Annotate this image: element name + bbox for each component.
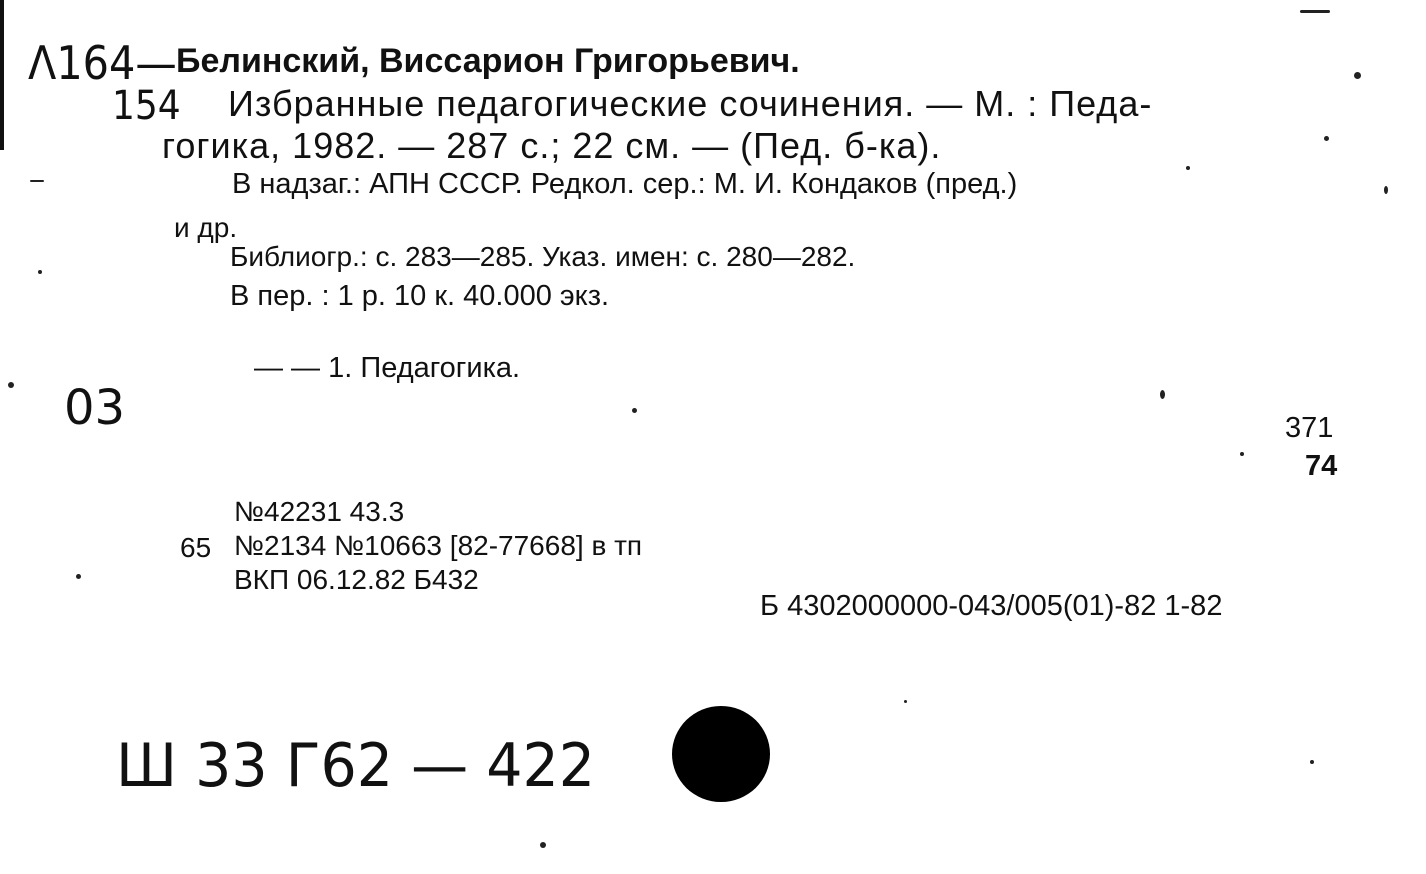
author-heading: Белинский, Виссарион Григорьевич. bbox=[176, 42, 800, 80]
scan-speck bbox=[904, 700, 907, 703]
scan-speck bbox=[1324, 136, 1329, 141]
scan-speck bbox=[1354, 72, 1361, 79]
class-number-bottom: 74 bbox=[1305, 450, 1338, 482]
scan-speck bbox=[540, 842, 546, 848]
scan-speck bbox=[1240, 452, 1244, 456]
title-line-2: гогика, 1982. — 287 с.; 22 см. — (Пед. б-ка). bbox=[162, 125, 942, 166]
handwritten-bottom-code: Ш 33 Г62 — 422 bbox=[116, 731, 596, 801]
isbn-line: Б 4302000000-043/005(01)-82 1-82 bbox=[760, 590, 1223, 622]
price-line: В пер. : 1 р. 10 к. 40.000 экз. bbox=[230, 280, 610, 312]
scan-speck bbox=[1300, 10, 1330, 13]
scan-speck bbox=[8, 382, 14, 388]
scan-speck bbox=[632, 408, 637, 413]
title-line-1: Избранные педагогические сочинения. — М. : Педа- bbox=[228, 83, 1153, 124]
scan-speck bbox=[38, 270, 42, 274]
handwritten-shelf-mark: Λ164— bbox=[28, 36, 177, 90]
note-line-1: В надзаг.: АПН СССР. Редкол. сер.: М. И. Кондаков (пред.) bbox=[232, 168, 1018, 200]
scan-speck bbox=[30, 180, 44, 182]
handwritten-shelf-sub: 154 bbox=[112, 83, 181, 129]
tracing-line: — — 1. Педагогика. bbox=[254, 352, 521, 384]
punched-hole bbox=[672, 706, 770, 802]
scan-speck bbox=[1186, 166, 1190, 170]
order-line-2: №2134 №10663 [82-77668] в тп bbox=[234, 530, 643, 561]
scan-speck bbox=[1310, 760, 1314, 764]
handwritten-03-mark: 03 bbox=[64, 380, 126, 436]
note-line-2: и др. bbox=[174, 212, 238, 243]
order-prefix: 65 bbox=[180, 532, 212, 563]
bibliography-line: Библиогр.: с. 283—285. Указ. имен: с. 280—282. bbox=[230, 241, 856, 272]
scan-speck bbox=[1160, 390, 1165, 399]
left-edge-rule bbox=[0, 0, 4, 150]
order-line-3: ВКП 06.12.82 Б432 bbox=[234, 564, 479, 595]
scan-speck bbox=[76, 574, 81, 579]
scan-speck bbox=[1384, 186, 1388, 194]
order-line-1: №42231 43.3 bbox=[234, 496, 405, 527]
class-number-top: 371 bbox=[1285, 412, 1334, 444]
